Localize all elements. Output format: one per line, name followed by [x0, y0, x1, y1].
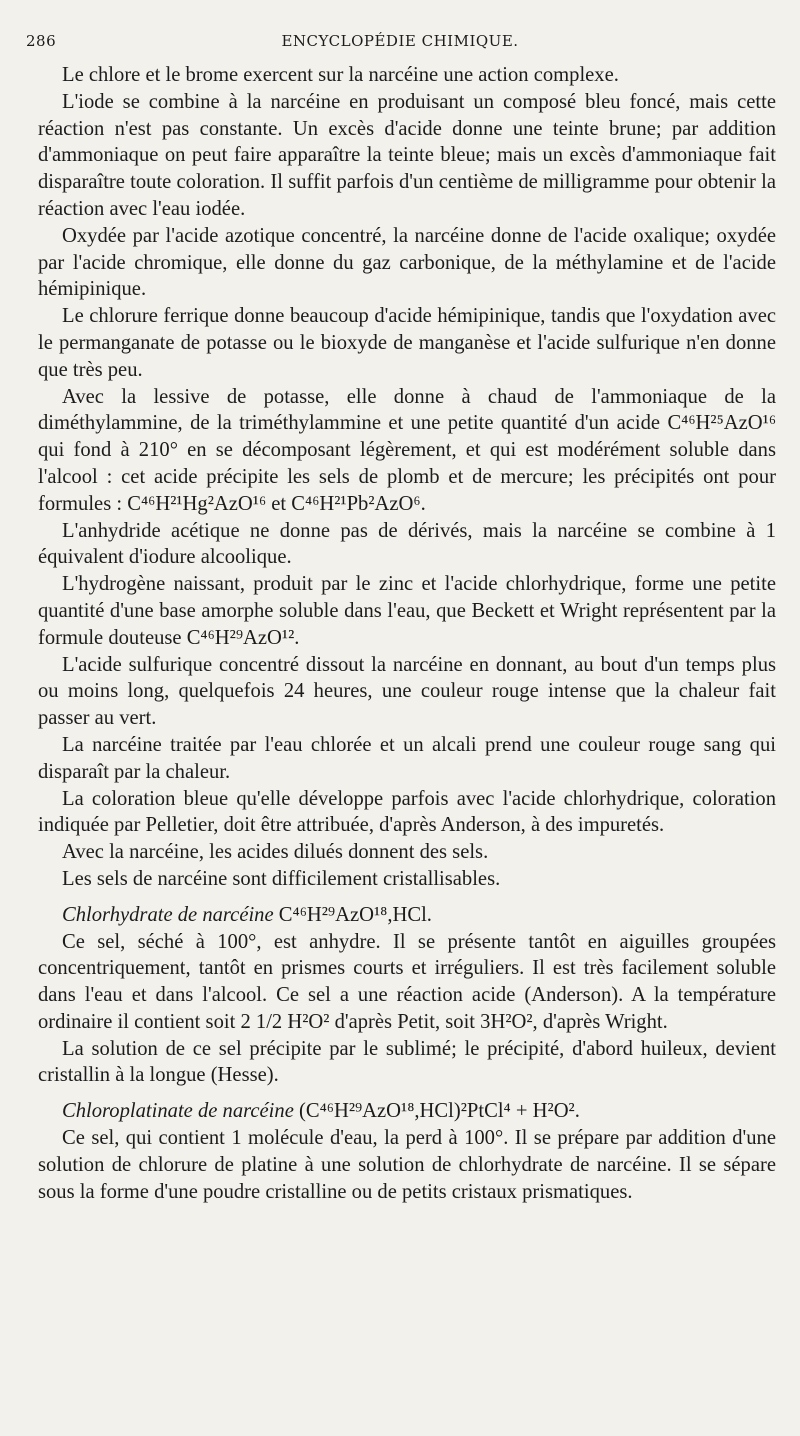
section-title-italic: Chlorhydrate de narcéine	[62, 903, 274, 926]
paragraph: L'hydrogène naissant, produit par le zinc et l'acide chlorhydrique, forme une petite quantité d'une base amorphe soluble dans l'eau, que Beckett et Wright représentent par la formule douteuse C⁴⁶H²⁹AzO¹².	[38, 573, 776, 649]
section-title-italic: Chloroplatinate de narcéine	[62, 1100, 294, 1123]
paragraph: Ce sel, séché à 100°, est anhydre. Il se présente tantôt en aiguilles groupées concentriquement, tantôt en prismes courts et irréguliers. Il est très facilement soluble dans l'eau et dans l'alcool. Ce sel a une réaction acide (Anderson). A la température ordinaire il contient soit 2 1/2 H²O² d'après Petit, soit 3H²O², d'après Wright.	[38, 930, 776, 1033]
paragraph: Le chlorure ferrique donne beaucoup d'acide hémipinique, tandis que l'oxydation avec le permanganate de potasse ou le bioxyde de manganèse et l'acide sulfurique n'en donne que très peu.	[38, 305, 776, 381]
paragraph: La coloration bleue qu'elle développe parfois avec l'acide chlorhydrique, coloration indiquée par Pelletier, doit être attribuée, d'après Anderson, à des impuretés.	[38, 787, 776, 837]
running-header	[26, 32, 774, 54]
paragraph: La narcéine traitée par l'eau chlorée et un alcali prend une couleur rouge sang qui disparaît par la chaleur.	[38, 733, 776, 783]
section-heading-chlorhydrate	[38, 902, 776, 929]
section-title-formula: C⁴⁶H²⁹AzO¹⁸,HCl.	[273, 903, 432, 926]
paragraph: La solution de ce sel précipite par le sublimé; le précipité, d'abord huileux, devient cristallin à la longue (Hesse).	[38, 1037, 776, 1087]
paragraph: Les sels de narcéine sont difficilement cristallisables.	[62, 867, 501, 890]
page-body	[38, 62, 776, 1205]
running-title: ENCYCLOPÉDIE CHIMIQUE.	[281, 32, 519, 50]
page-number: 286	[26, 32, 57, 50]
paragraph: Le chlore et le brome exercent sur la narcéine une action complexe.	[62, 64, 619, 86]
paragraph: L'anhydride acétique ne donne pas de dérivés, mais la narcéine se combine à 1 équivalent d'iodure alcoolique.	[38, 519, 776, 569]
paragraph: Avec la narcéine, les acides dilués donnent des sels.	[62, 841, 489, 864]
paragraph: Avec la lessive de potasse, elle donne à chaud de l'ammoniaque de la diméthylammine, de la triméthylammine et une petite quantité d'un acide C⁴⁶H²⁵AzO¹⁶ qui fond à 210° en se décomposant légèrement, et qui est modérément soluble dans l'alcool : cet acide précipite les sels de plomb et de mercure; les précipités ont pour formules : C⁴⁶H²¹Hg²AzO¹⁶ et C⁴⁶H²¹Pb²AzO⁶.	[38, 385, 776, 515]
paragraph: Oxydée par l'acide azotique concentré, la narcéine donne de l'acide oxalique; oxydée par l'acide chromique, elle donne du gaz carbonique, de la méthylamine et de l'acide hémipinique.	[38, 224, 776, 301]
paragraph: L'acide sulfurique concentré dissout la narcéine en donnant, au bout d'un temps plus ou moins long, quelquefois 24 heures, une couleur rouge intense que la chaleur fait passer au vert.	[38, 653, 776, 730]
section-heading-chloroplatinate	[38, 1098, 776, 1125]
paragraph: L'iode se combine à la narcéine en produisant un composé bleu foncé, mais cette réaction n'est pas constante. Un excès d'acide donne une teinte brune; par addition d'ammoniaque on peut faire apparaître la teinte bleue; mais un excès d'ammoniaque fait disparaître toute coloration. Il suffit parfois d'un centième de milligramme pour obtenir la réaction avec l'eau iodée.	[38, 90, 776, 220]
paragraph: Ce sel, qui contient 1 molécule d'eau, la perd à 100°. Il se prépare par addition d'une solution de chlorure de platine à une solution de chlorhydrate de narcéine. Il se sépare sous la forme d'une poudre cristalline ou de petits cristaux prismatiques.	[38, 1127, 776, 1203]
section-title-formula: (C⁴⁶H²⁹AzO¹⁸,HCl)²PtCl⁴ + H²O².	[293, 1100, 580, 1123]
